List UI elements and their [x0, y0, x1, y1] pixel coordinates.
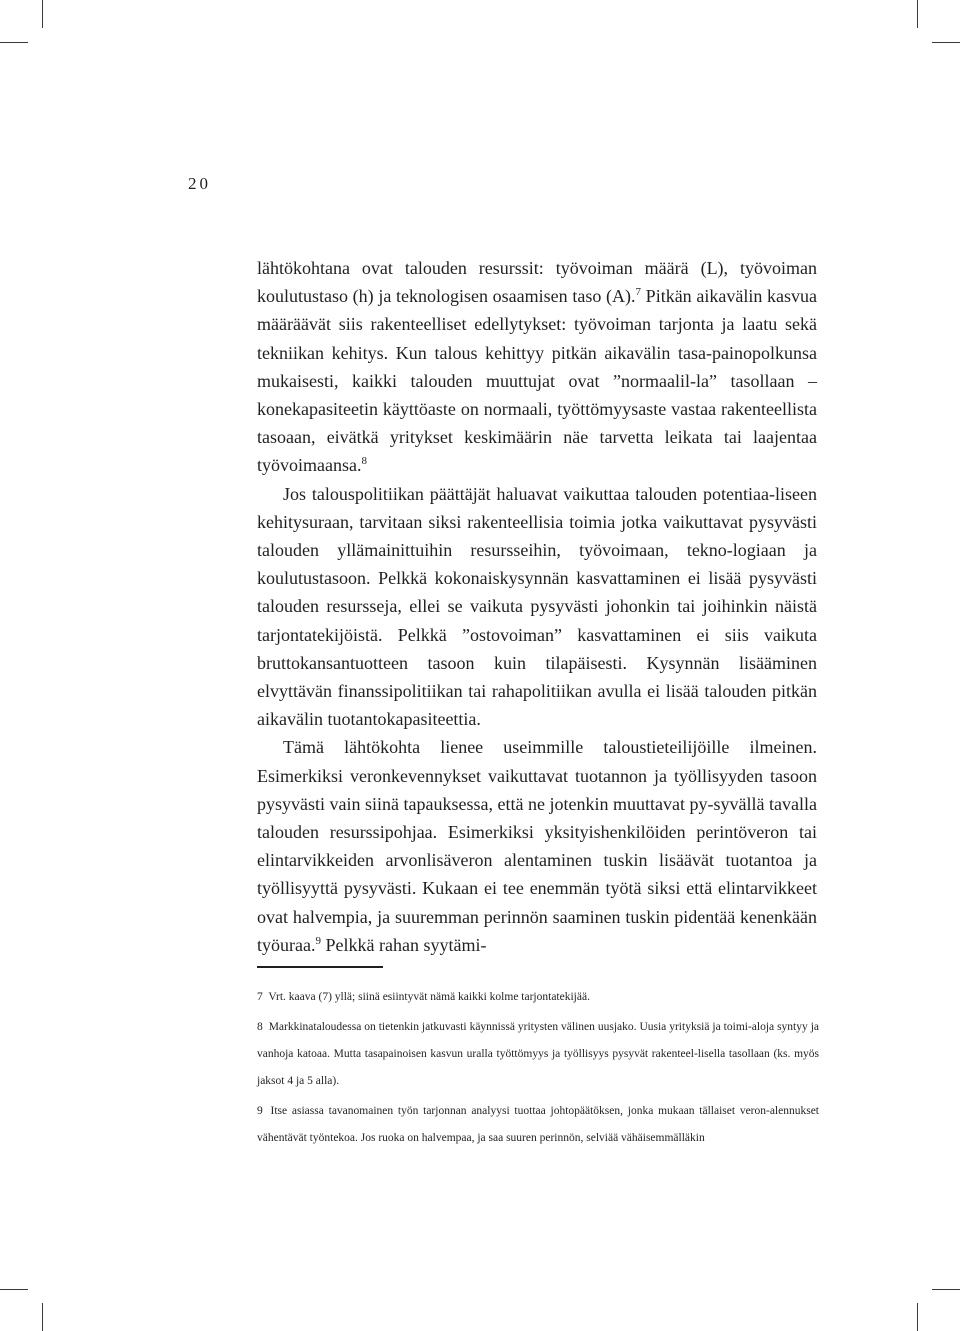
body-text	[257, 254, 817, 959]
paragraph-3-text-b: Pelkkä rahan syytämi-	[320, 934, 487, 955]
footnote-text: Itse asiassa tavanomainen työn tarjonnan analyysi tuottaa johtopäätöksen, jonka mukaan tällaiset veron-alennukset vähentävät työntekoa. Jos ruoka on halvempaa, ja saa suuren perinnön, selviää vähäisemmälläkin	[257, 1105, 820, 1144]
crop-mark-bottom-right-horizontal	[932, 1289, 960, 1290]
footnote-number: 8	[257, 1021, 263, 1033]
paragraph-1-text-b: Pitkän aikavälin kasvua määräävät siis rakenteelliset edellytykset: työvoiman tarjonta ja laatu sekä tekniikan kehitys. Kun talous kehittyy pitkän aikavälin tasa-painopolkunsa mukaisesti, kaikki talouden muuttujat ovat ”normaalil-la” tasollaan – konekapasiteetin käyttöaste on normaali, työttömyysaste vastaa rakenteellista tasoaan, eivätkä yritykset keskimäärin näe tarvetta leikata tai laajentaa työvoimaansa.	[257, 286, 817, 476]
footnote-ref-7: 7	[635, 286, 641, 299]
crop-mark-top-left	[42, 0, 43, 28]
crop-mark-top-left-horizontal	[0, 42, 28, 43]
paragraph-1	[257, 254, 817, 480]
paragraph-2	[257, 480, 817, 734]
crop-mark-top-right-horizontal	[932, 42, 960, 43]
paragraph-3-text-a: Tämä lähtökohta lienee useimmille taloustieteilijöille ilmeinen. Esimerkiksi veronkevennykset vaikuttavat tuotannon ja työllisyyden tasoon pysyvästi vain siinä tapauksessa, että ne jotenkin muuttavat py-syvällä tavalla talouden resurssipohjaa. Esimerkiksi yksityishenkilöiden perintöveron tai elintarvikkeiden arvonlisäveron alentaminen tuskin lisäävät tuotantoa ja työllisyyttä pysyvästi. Kukaan ei tee enemmän työtä siksi että elintarvikkeet ovat halvempia, ja suuremman perinnön saaminen tuskin pidentää kenenkään työuraa.	[257, 737, 817, 955]
footnote-8	[257, 1014, 819, 1095]
crop-mark-top-right	[917, 0, 918, 28]
paragraph-3	[257, 733, 817, 959]
footnote-ref-9: 9	[315, 934, 321, 947]
footnote-ref-8: 8	[361, 455, 367, 468]
paragraph-2-text: Jos talouspolitiikan päättäjät haluavat vaikuttaa talouden potentiaa-liseen kehitysuraan, tarvitaan siksi rakenteellisia toimia jotka vaikuttavat pysyvästi talouden yllämainittuihin resursseihin, työvoimaan, tekno-logiaan ja koulutustasoon. Pelkkä kokonaiskysynnän kasvattaminen ei lisää pysyvästi talouden resursseja, ellei se vaikuta pysyvästi johonkin tai joihinkin näistä tarjontatekijöistä. Pelkkä ”ostovoiman” kasvattaminen ei siis vaikuta bruttokansantuotteen tasoon kuin tilapäisesti. Kysynnän lisääminen elvyttävän finanssipolitiikan tai rahapolitiikan avulla ei lisää talouden pitkän aikavälin tuotantokapasiteettia.	[257, 483, 817, 730]
footnote-number: 7	[257, 991, 263, 1003]
footnote-number: 9	[257, 1105, 263, 1117]
footnote-7	[257, 984, 819, 1011]
footnote-separator	[257, 966, 383, 968]
footnote-9	[257, 1098, 819, 1152]
paragraph-1-text-a: lähtökohtana ovat talouden resurssit: työvoiman määrä (L), työvoiman koulutustaso (h) ja teknologisen osaamisen taso (A).	[257, 258, 817, 307]
footnotes	[257, 984, 819, 1155]
footnote-text: Markkinataloudessa on tietenkin jatkuvasti käynnissä yritysten välinen uusjako. Uusia yrityksiä ja toimi-aloja syntyy ja vanhoja katoaa. Mutta tasapainoisen kasvun uralla työttömyys ja työllisyys pysyvät rakenteel-lisella tasollaan (ks. myös jaksot 4 ja 5 alla).	[257, 1021, 819, 1087]
crop-mark-bottom-right	[917, 1303, 918, 1331]
crop-mark-bottom-left	[42, 1303, 43, 1331]
crop-mark-bottom-left-horizontal	[0, 1289, 28, 1290]
page-number: 20	[188, 174, 211, 193]
footnote-text: Vrt. kaava (7) yllä; siinä esiintyvät nämä kaikki kolme tarjontatekijää.	[268, 991, 590, 1003]
